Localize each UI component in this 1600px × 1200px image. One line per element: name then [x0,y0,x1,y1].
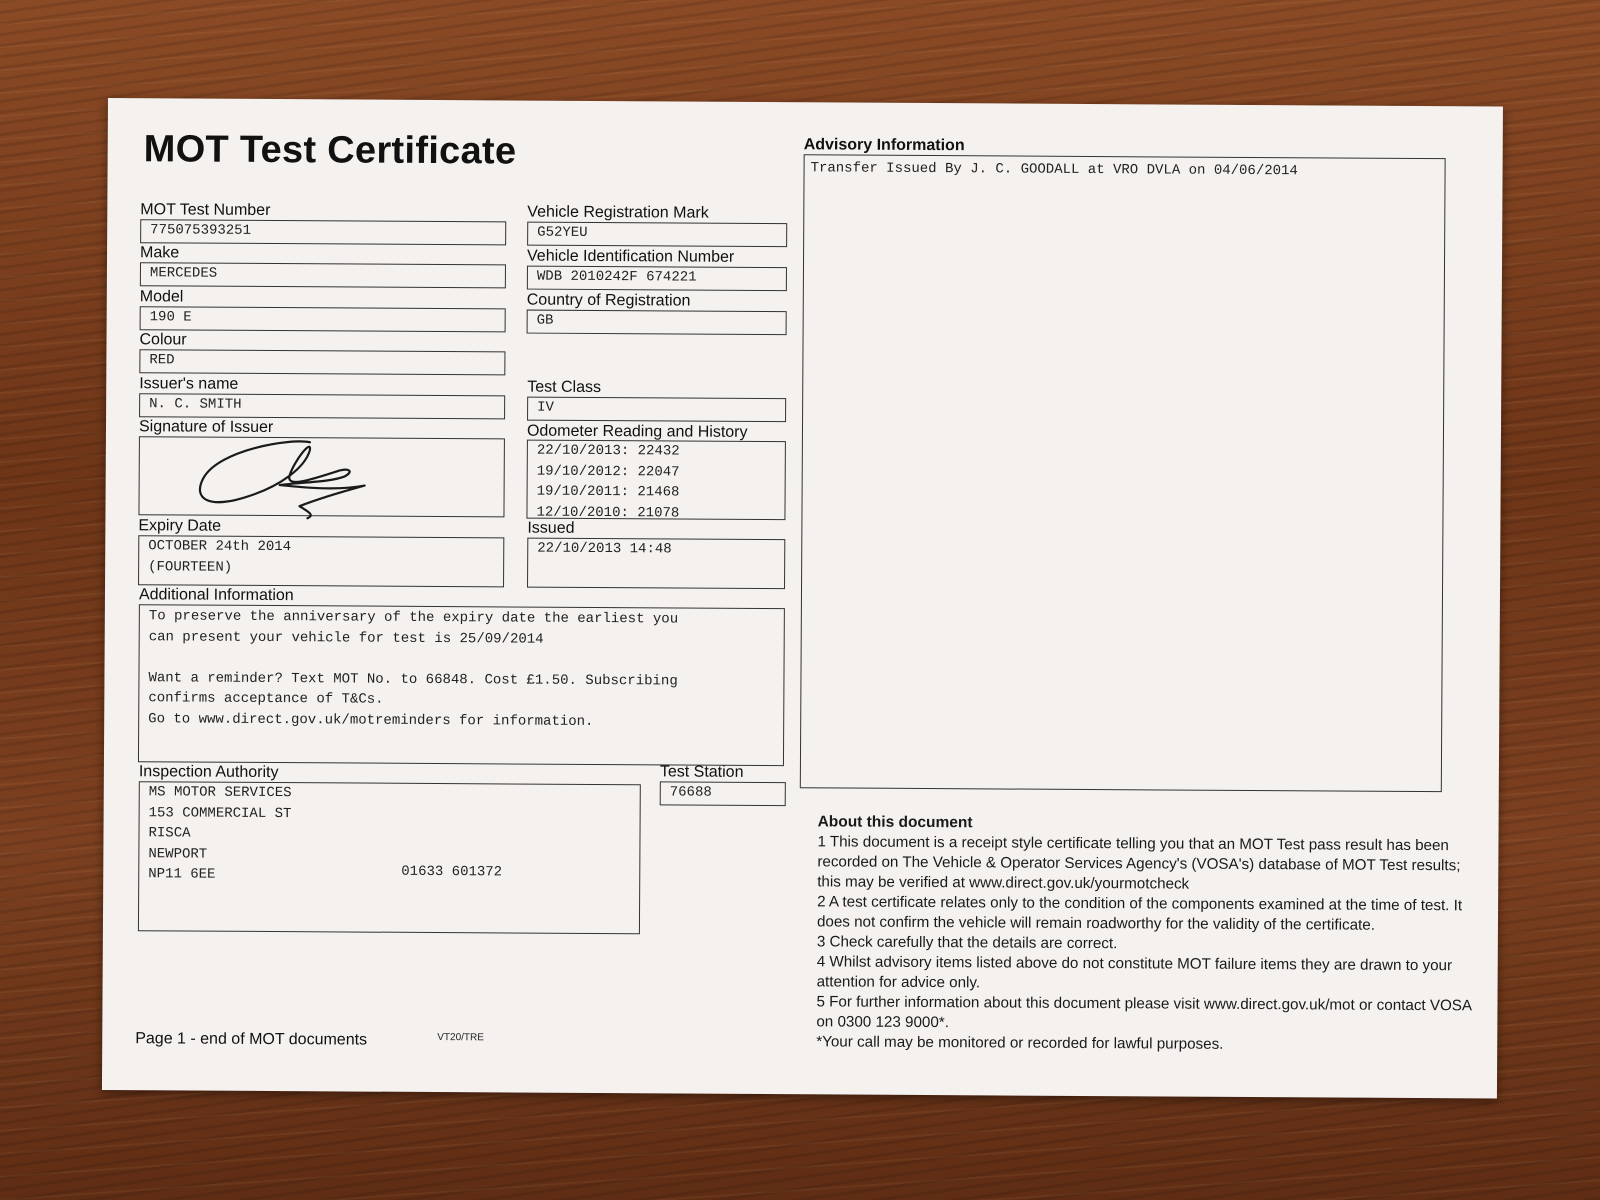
advisory-text: Transfer Issued By J. C. GOODALL at VRO DVLA on 04/06/2014 [810,160,1298,180]
inspection-authority-line: NEWPORT [148,845,208,863]
expiry-date-line2: (FOURTEEN) [148,558,233,576]
test-station-label: Test Station [659,763,744,781]
advisory-label: Advisory Information [803,136,965,155]
vin-field [527,266,787,292]
additional-info-line: Go to www.direct.gov.uk/motreminders for information. [148,710,594,730]
colour-label: Colour [139,331,187,349]
page-title: MOT Test Certificate [143,128,517,173]
inspection-authority-line: 153 COMMERCIAL ST [148,804,292,822]
make-value: MERCEDES [149,265,218,282]
odometer-entry: 19/10/2012: 22047 [536,463,680,480]
issued-value: 22/10/2013 14:48 [537,540,672,558]
vin-label: Vehicle Identification Number [526,247,735,266]
test-station-value: 76688 [669,784,712,801]
odometer-entry: 19/10/2011: 21468 [536,483,680,501]
expiry-date-label: Expiry Date [138,517,222,535]
odometer-field [526,440,785,521]
registration-mark-field [527,222,787,248]
about-section [816,812,1477,1056]
issued-label: Issued [527,519,575,537]
inspection-authority-line: RISCA [148,825,191,842]
odometer-entry: 22/10/2013: 22432 [536,442,680,460]
test-number-field [140,219,506,245]
inspection-authority-line: NP11 6EE [148,866,216,883]
page-footer-note: Page 1 - end of MOT documents [135,1030,368,1049]
test-class-field [527,397,786,423]
odometer-label: Odometer Reading and History [526,422,748,441]
test-class-value: IV [537,399,554,416]
test-station-field [660,781,786,806]
country-label: Country of Registration [526,291,691,310]
country-field [527,310,787,336]
issuer-name-value: N. C. SMITH [149,396,242,413]
vin-value: WDB 2010242F 674221 [536,268,697,286]
signature-scribble [139,429,506,526]
advisory-box [800,154,1446,792]
issuer-name-label: Issuer's name [139,375,239,393]
registration-mark-label: Vehicle Registration Mark [527,203,709,222]
make-field [140,262,506,288]
inspection-authority-line: MS MOTOR SERVICES [148,784,292,802]
about-item: 3 Check carefully that the details are correct. [816,933,1118,953]
test-number-label: MOT Test Number [140,201,271,219]
about-item: 4 Whilst advisory items listed above do not constitute MOT failure items they are drawn to your attention for advice only. [816,953,1453,992]
make-label: Make [140,244,180,262]
about-item: 2 A test certificate relates only to the condition of the components examined at the time of test. It does not confirm the vehicle will remain roadworthy for the validity of the certificate. [816,893,1463,934]
additional-info-line: confirms acceptance of T&Cs. [148,690,384,708]
issued-field [527,538,785,590]
model-value: 190 E [149,309,192,326]
inspection-authority-label: Inspection Authority [138,763,279,782]
additional-info-line: To preserve the anniversary of the expiry date the earliest you [148,608,679,628]
odometer-entry: 12/10/2010: 21078 [536,504,680,521]
issuer-name-field [139,393,505,419]
about-item: *Your call may be monitored or recorded for lawful purposes. [816,1033,1224,1053]
additional-info-line: can present your vehicle for test is 25/09/2014 [148,628,544,648]
mot-certificate-paper [102,98,1503,1099]
about-item: 1 This document is a receipt style certificate telling you that an MOT Test pass result has been recorded on The Vehicle & Operator Services Agency's (VOSA's) database of MOT Test results; this may be verified at www.direct.gov.uk/yourmotcheck [817,833,1461,893]
inspection-authority-phone: 01633 601372 [401,863,503,881]
signature-label: Signature of Issuer [138,418,274,437]
inspection-authority-box [138,781,641,934]
form-code: VT20/TRE [437,1032,484,1044]
model-field [140,306,506,332]
colour-value: RED [149,352,175,369]
model-label: Model [139,288,184,306]
expiry-date-field [138,535,504,587]
about-heading: About this document [817,813,973,832]
registration-mark-value: G52YEU [537,224,588,241]
expiry-date-line1: OCTOBER 24th 2014 [148,538,292,556]
additional-info-box [138,604,785,766]
about-item: 5 For further information about this document please visit www.direct.gov.uk/mot or contact VOSA on 0300 123 9000*. [816,993,1472,1032]
test-class-label: Test Class [527,378,602,397]
additional-info-line: Want a reminder? Text MOT No. to 66848. Cost £1.50. Subscribing [148,669,678,689]
country-value: GB [536,312,554,329]
signature-box [138,436,504,517]
test-number-value: 775075393251 [150,222,252,239]
colour-field [139,349,505,375]
additional-info-label: Additional Information [138,586,294,605]
